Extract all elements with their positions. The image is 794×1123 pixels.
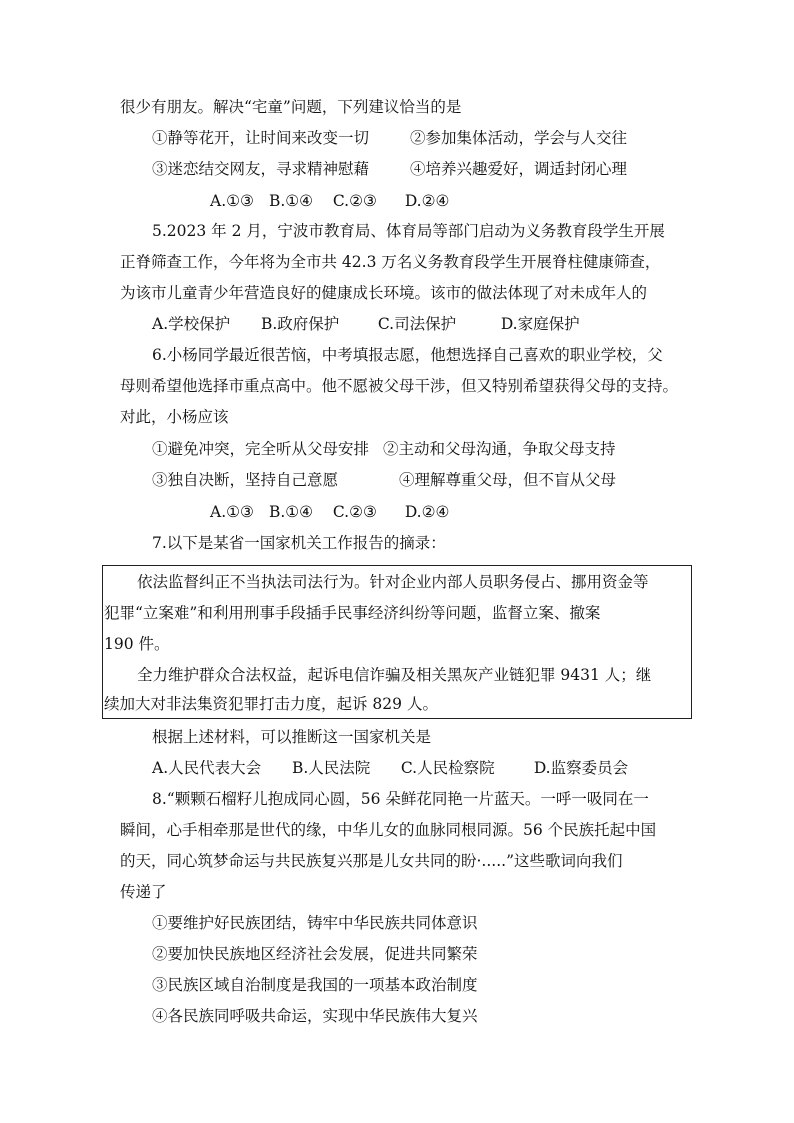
q6-statement-2: ②主动和父母沟通，争取父母支持 bbox=[383, 440, 616, 458]
q4-option-d: D.②④ bbox=[404, 192, 450, 210]
q8-stem-line-3: 的天，同心筑梦命运与共民族复兴那是儿女共同的盼·.....”这些歌词向我们 bbox=[120, 852, 623, 870]
q4-option-b: B.①④ bbox=[268, 192, 314, 210]
q4-statement-2: ②参加集体活动，学会与人交往 bbox=[410, 129, 628, 147]
q4-statement-3: ③迷恋结交网友，寻求精神慰藉 bbox=[152, 160, 370, 178]
q4-statement-1: ①静等花开，让时间来改变一切 bbox=[152, 129, 370, 147]
q5-stem-line-3: 为该市儿童青少年营造良好的健康成长环境。该市的做法体现了对未成年人的 bbox=[120, 284, 648, 302]
q6-statement-1: ①避免冲突，完全听从父母安排 bbox=[152, 440, 370, 458]
q6-stem-line-1: 6.小杨同学最近很苦恼，中考填报志愿，他想选择自己喜欢的职业学校，父 bbox=[152, 346, 663, 364]
q7-options bbox=[152, 758, 628, 778]
q6-stem-line-3: 对此，小杨应该 bbox=[120, 408, 229, 426]
q6-options bbox=[210, 502, 449, 522]
q8-statement-3: ③民族区域自治制度是我国的一项基本政治制度 bbox=[152, 976, 478, 994]
q6-stem-line-2: 母则希望他选择市重点高中。他不愿被父母干涉，但又特别希望获得父母的支持。 bbox=[120, 377, 679, 395]
q8-statement-1: ①要维护好民族团结，铸牢中华民族共同体意识 bbox=[152, 914, 478, 932]
q6-option-a: A.①③ bbox=[210, 503, 254, 521]
q7-material-p1-line-2: 犯罪“立案难”和利用刑事手段插手民事经济纠纷等问题，监督立案、撤案 bbox=[104, 604, 601, 622]
q7-option-c: C.人民检察院 bbox=[400, 759, 495, 777]
q6-statement-3: ③独自决断，坚持自己意愿 bbox=[152, 471, 339, 489]
q7-material-p1-line-1: 依法监督纠正不当执法司法行为。针对企业内部人员职务侵占、挪用资金等 bbox=[137, 573, 649, 591]
q5-option-a: A.学校保护 bbox=[152, 315, 231, 333]
q8-stem-line-4: 传递了 bbox=[120, 883, 167, 901]
q4-option-c: C.②③ bbox=[332, 192, 377, 210]
q7-option-d: D.监察委员会 bbox=[533, 759, 629, 777]
q4-statement-4: ④培养兴趣爱好，调适封闭心理 bbox=[410, 160, 628, 178]
q8-stem-line-2: 瞬间，心手相牵那是世代的缘，中华儿女的血脉同根同源。56 个民族托起中国 bbox=[120, 821, 657, 839]
q5-stem-line-1: 5.2023 年 2 月，宁波市教育局、体育局等部门启动为义务教育段学生开展 bbox=[152, 222, 665, 240]
q7-material-p1-line-3: 190 件。 bbox=[104, 635, 170, 653]
q6-option-d: D.②④ bbox=[404, 503, 450, 521]
q7-question-line: 根据上述材料，可以推断这一国家机关是 bbox=[152, 728, 432, 746]
q7-option-a: A.人民代表大会 bbox=[152, 759, 262, 777]
q5-stem-line-2: 正脊筛查工作，今年将为全市共 42.3 万名义务教育段学生开展脊柱健康筛查， bbox=[120, 253, 661, 271]
q6-option-c: C.②③ bbox=[332, 503, 377, 521]
q6-statement-4: ④理解尊重父母，但不盲从父母 bbox=[399, 471, 617, 489]
q5-option-c: C.司法保护 bbox=[377, 315, 457, 333]
q4-stem-line: 很少有朋友。解决“宅童”问题，下列建议恰当的是 bbox=[120, 98, 462, 116]
q7-material-p2-line-1: 全力维护群众合法权益，起诉电信诈骗及相关黑灰产业链犯罪 9431 人；继 bbox=[137, 666, 652, 684]
q5-option-d: D.家庭保护 bbox=[500, 315, 580, 333]
q5-option-b: B.政府保护 bbox=[260, 315, 340, 333]
q6-option-b: B.①④ bbox=[268, 503, 314, 521]
q8-stem-line-1: 8.“颗颗石榴籽儿抱成同心圆，56 朵鲜花同艳一片蓝天。一呼一吸同在一 bbox=[152, 790, 649, 808]
q5-options bbox=[152, 314, 580, 334]
q7-option-b: B.人民法院 bbox=[291, 759, 371, 777]
q8-statement-4: ④各民族同呼吸共命运，实现中华民族伟大复兴 bbox=[152, 1007, 478, 1025]
q4-option-a: A.①③ bbox=[210, 192, 254, 210]
q4-options bbox=[210, 191, 449, 211]
q7-material-p2-line-2: 续加大对非法集资犯罪打击力度，起诉 829 人。 bbox=[104, 695, 438, 713]
q8-statement-2: ②要加快民族地区经济社会发展，促进共同繁荣 bbox=[152, 945, 478, 963]
q7-stem-line: 7.以下是某省一国家机关工作报告的摘录： bbox=[152, 534, 446, 552]
